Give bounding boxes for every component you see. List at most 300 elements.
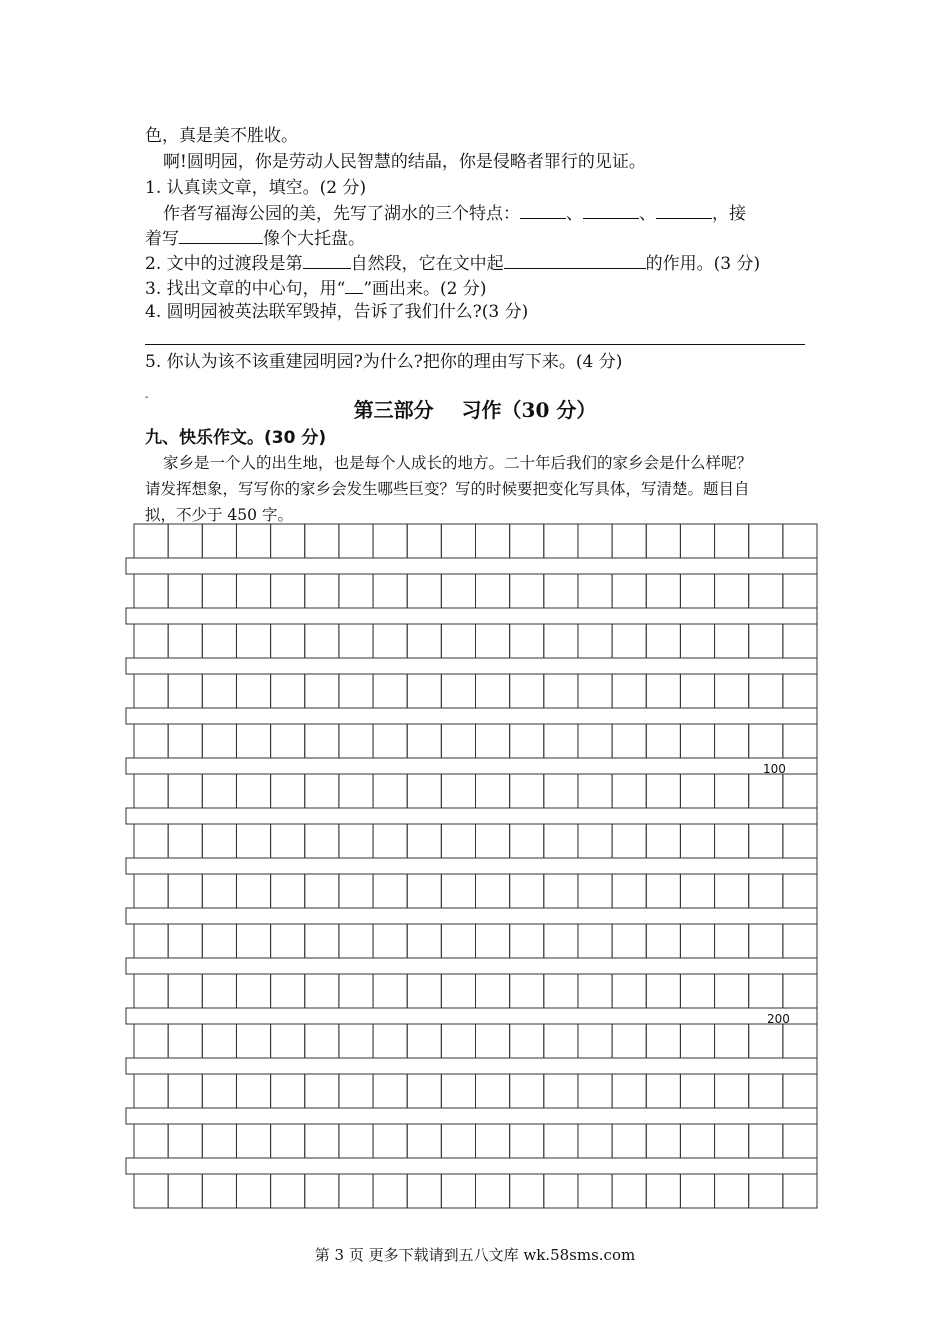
grid-cell[interactable] (749, 774, 783, 808)
grid-cell[interactable] (646, 1024, 680, 1058)
grid-cell[interactable] (783, 524, 817, 558)
grid-cell[interactable] (544, 1124, 578, 1158)
grid-cell[interactable] (715, 774, 749, 808)
grid-cell[interactable] (339, 1024, 373, 1058)
grid-cell[interactable] (202, 1124, 236, 1158)
grid-cell[interactable] (544, 674, 578, 708)
grid-cell[interactable] (680, 774, 714, 808)
grid-cell[interactable] (236, 1124, 270, 1158)
grid-cell[interactable] (612, 624, 646, 658)
grid-cell[interactable] (339, 1074, 373, 1108)
grid-row-gap (126, 1058, 817, 1074)
grid-cell[interactable] (510, 524, 544, 558)
grid-cell[interactable] (339, 774, 373, 808)
grid-cell[interactable] (134, 774, 168, 808)
grid-cell[interactable] (202, 874, 236, 908)
grid-cell[interactable] (476, 874, 510, 908)
grid-cell[interactable] (783, 1124, 817, 1158)
grid-cell[interactable] (680, 724, 714, 758)
grid-cell[interactable] (168, 1124, 202, 1158)
grid-cell[interactable] (578, 1074, 612, 1108)
grid-cell[interactable] (339, 874, 373, 908)
question-3-text-b: ”画出来。(2 分) (363, 279, 487, 299)
question-1-text-c: 像个大托盘。 (263, 229, 365, 249)
grid-cell[interactable] (373, 524, 407, 558)
grid-cell[interactable] (612, 774, 646, 808)
grid-cell[interactable] (271, 1174, 305, 1208)
grid-cell[interactable] (134, 624, 168, 658)
grid-cell[interactable] (646, 574, 680, 608)
grid-cell[interactable] (373, 924, 407, 958)
grid-cell[interactable] (578, 524, 612, 558)
grid-cell[interactable] (578, 1024, 612, 1058)
grid-cell[interactable] (749, 674, 783, 708)
grid-cell[interactable] (783, 924, 817, 958)
grid-cell[interactable] (715, 1124, 749, 1158)
grid-cell[interactable] (373, 1074, 407, 1108)
grid-cell[interactable] (510, 1024, 544, 1058)
grid-cell[interactable] (441, 674, 475, 708)
grid-cell[interactable] (236, 1174, 270, 1208)
grid-cell[interactable] (510, 924, 544, 958)
grid-cell[interactable] (476, 674, 510, 708)
grid-cell[interactable] (305, 1024, 339, 1058)
grid-cell[interactable] (715, 824, 749, 858)
grid-cell[interactable] (783, 724, 817, 758)
grid-cell[interactable] (339, 924, 373, 958)
grid-cell[interactable] (407, 1124, 441, 1158)
grid-cell[interactable] (339, 624, 373, 658)
grid-cell[interactable] (749, 574, 783, 608)
grid-cell[interactable] (476, 1174, 510, 1208)
grid-cell[interactable] (612, 874, 646, 908)
grid-cell[interactable] (578, 1174, 612, 1208)
grid-cell[interactable] (271, 1024, 305, 1058)
grid-cell[interactable] (646, 1174, 680, 1208)
grid-cell[interactable] (168, 1024, 202, 1058)
grid-cell[interactable] (202, 924, 236, 958)
grid-cell[interactable] (271, 574, 305, 608)
grid-cell[interactable] (271, 924, 305, 958)
grid-cell[interactable] (271, 874, 305, 908)
grid-cell[interactable] (510, 574, 544, 608)
grid-cell[interactable] (202, 1174, 236, 1208)
grid-cell[interactable] (305, 524, 339, 558)
grid-cell[interactable] (339, 524, 373, 558)
grid-cell[interactable] (612, 524, 646, 558)
grid-cell[interactable] (510, 1174, 544, 1208)
grid-row-gap (126, 758, 817, 774)
grid-cell[interactable] (441, 1174, 475, 1208)
grid-cell[interactable] (305, 824, 339, 858)
grid-cell[interactable] (202, 824, 236, 858)
grid-cell[interactable] (236, 574, 270, 608)
grid-cell[interactable] (715, 1174, 749, 1208)
grid-cell[interactable] (749, 1174, 783, 1208)
grid-cell[interactable] (680, 974, 714, 1008)
grid-cell[interactable] (407, 1174, 441, 1208)
grid-cell[interactable] (441, 1074, 475, 1108)
grid-cell[interactable] (441, 574, 475, 608)
grid-cell[interactable] (271, 1124, 305, 1158)
grid-cell[interactable] (134, 974, 168, 1008)
grid-cell[interactable] (134, 1174, 168, 1208)
grid-cell[interactable] (544, 1174, 578, 1208)
grid-cell[interactable] (202, 974, 236, 1008)
grid-cell[interactable] (168, 874, 202, 908)
grid-cell[interactable] (168, 924, 202, 958)
grid-cell[interactable] (544, 574, 578, 608)
grid-cell[interactable] (646, 974, 680, 1008)
grid-cell[interactable] (236, 524, 270, 558)
grid-cell[interactable] (749, 924, 783, 958)
grid-cell[interactable] (305, 574, 339, 608)
grid-cell[interactable] (236, 674, 270, 708)
passage-line-2: 啊!圆明园，你是劳动人民智慧的结晶，你是侵略者罪行的见证。 (163, 152, 646, 172)
grid-cell[interactable] (134, 724, 168, 758)
grid-cell[interactable] (715, 924, 749, 958)
grid-cell[interactable] (680, 1124, 714, 1158)
separator: 、 (566, 204, 583, 224)
grid-cell[interactable] (407, 924, 441, 958)
grid-cell[interactable] (749, 874, 783, 908)
grid-cell[interactable] (373, 874, 407, 908)
grid-cell[interactable] (476, 724, 510, 758)
grid-cell[interactable] (407, 774, 441, 808)
grid-cell[interactable] (305, 874, 339, 908)
grid-cell[interactable] (271, 1074, 305, 1108)
grid-cell[interactable] (646, 1124, 680, 1158)
grid-cell[interactable] (236, 774, 270, 808)
grid-cell[interactable] (783, 1024, 817, 1058)
grid-cell[interactable] (544, 524, 578, 558)
grid-cell[interactable] (441, 774, 475, 808)
grid-cell[interactable] (441, 1124, 475, 1158)
grid-cell[interactable] (578, 774, 612, 808)
grid-cell[interactable] (373, 1024, 407, 1058)
grid-cell[interactable] (407, 1024, 441, 1058)
grid-cell[interactable] (134, 924, 168, 958)
grid-cell[interactable] (441, 874, 475, 908)
grid-cell[interactable] (236, 1074, 270, 1108)
grid-cell[interactable] (646, 674, 680, 708)
grid-cell[interactable] (749, 724, 783, 758)
grid-cell[interactable] (646, 874, 680, 908)
grid-cell[interactable] (407, 724, 441, 758)
grid-cell[interactable] (578, 574, 612, 608)
grid-row-gap (126, 658, 817, 674)
grid-cell[interactable] (407, 674, 441, 708)
grid-cell[interactable] (783, 774, 817, 808)
grid-cell[interactable] (236, 1024, 270, 1058)
grid-cell[interactable] (715, 974, 749, 1008)
grid-cell[interactable] (680, 674, 714, 708)
grid-cell[interactable] (441, 974, 475, 1008)
grid-cell[interactable] (168, 774, 202, 808)
grid-cell[interactable] (510, 774, 544, 808)
grid-cell[interactable] (134, 574, 168, 608)
grid-cell[interactable] (407, 574, 441, 608)
grid-cell[interactable] (715, 874, 749, 908)
grid-cell[interactable] (612, 1124, 646, 1158)
grid-cell[interactable] (168, 724, 202, 758)
grid-cell[interactable] (202, 724, 236, 758)
grid-cell[interactable] (339, 974, 373, 1008)
grid-cell[interactable] (271, 674, 305, 708)
grid-cell[interactable] (202, 1074, 236, 1108)
grid-cell[interactable] (646, 824, 680, 858)
grid-cell[interactable] (271, 824, 305, 858)
grid-cell[interactable] (612, 824, 646, 858)
grid-cell[interactable] (168, 1174, 202, 1208)
grid-cell[interactable] (236, 974, 270, 1008)
grid-cell[interactable] (305, 974, 339, 1008)
grid-cell[interactable] (783, 1074, 817, 1108)
grid-cell[interactable] (510, 1074, 544, 1108)
grid-cell[interactable] (373, 724, 407, 758)
word-count-marker: 100 (763, 762, 786, 776)
separator: 、 (639, 204, 656, 224)
grid-cell[interactable] (680, 1174, 714, 1208)
grid-cell[interactable] (476, 824, 510, 858)
grid-cell[interactable] (271, 524, 305, 558)
grid-cell[interactable] (578, 874, 612, 908)
grid-cell[interactable] (578, 974, 612, 1008)
grid-cell[interactable] (441, 1024, 475, 1058)
grid-cell[interactable] (339, 574, 373, 608)
grid-cell[interactable] (749, 524, 783, 558)
grid-cell[interactable] (168, 624, 202, 658)
grid-cell[interactable] (680, 1074, 714, 1108)
grid-cell[interactable] (510, 974, 544, 1008)
grid-cell[interactable] (134, 874, 168, 908)
grid-cell[interactable] (646, 724, 680, 758)
grid-cell[interactable] (339, 1174, 373, 1208)
grid-cell[interactable] (476, 574, 510, 608)
grid-cell[interactable] (749, 974, 783, 1008)
grid-cell[interactable] (544, 774, 578, 808)
grid-cell[interactable] (271, 624, 305, 658)
grid-cell[interactable] (476, 974, 510, 1008)
grid-cell[interactable] (749, 624, 783, 658)
grid-cell[interactable] (305, 1074, 339, 1108)
grid-cell[interactable] (305, 774, 339, 808)
grid-cell[interactable] (476, 924, 510, 958)
grid-cell[interactable] (476, 624, 510, 658)
question-2-text-c: 的作用。(3 分) (645, 254, 761, 274)
grid-cell[interactable] (236, 924, 270, 958)
grid-cell[interactable] (578, 624, 612, 658)
grid-cell[interactable] (715, 624, 749, 658)
question-2-text-b: 自然段，它在文中起 (350, 254, 504, 274)
grid-cell[interactable] (783, 874, 817, 908)
grid-cell[interactable] (373, 574, 407, 608)
passage-line-1: 色，真是美不胜收。 (145, 126, 298, 146)
grid-cell[interactable] (544, 974, 578, 1008)
grid-cell[interactable] (544, 1024, 578, 1058)
page-footer: 第 3 页 更多下载请到五八文库 wk.58sms.com (314, 1246, 636, 1264)
grid-cell[interactable] (510, 1124, 544, 1158)
grid-cell[interactable] (236, 824, 270, 858)
grid-cell[interactable] (715, 674, 749, 708)
grid-cell[interactable] (168, 574, 202, 608)
grid-cell[interactable] (510, 674, 544, 708)
grid-cell[interactable] (680, 824, 714, 858)
grid-cell[interactable] (202, 774, 236, 808)
grid-cell[interactable] (612, 674, 646, 708)
grid-cell[interactable] (680, 874, 714, 908)
grid-cell[interactable] (680, 1024, 714, 1058)
grid-cell[interactable] (441, 724, 475, 758)
grid-cell[interactable] (612, 924, 646, 958)
grid-cell[interactable] (646, 924, 680, 958)
grid-cell[interactable] (476, 1074, 510, 1108)
prompt-line: 请发挥想象，写写你的家乡会发生哪些巨变？写的时候要把变化写具体，写清楚。题目自 (145, 480, 750, 498)
grid-cell[interactable] (305, 724, 339, 758)
grid-cell[interactable] (305, 1124, 339, 1158)
grid-cell[interactable] (749, 1124, 783, 1158)
grid-cell[interactable] (544, 724, 578, 758)
grid-cell[interactable] (339, 724, 373, 758)
grid-cell[interactable] (305, 1174, 339, 1208)
grid-cell[interactable] (680, 924, 714, 958)
grid-cell[interactable] (783, 974, 817, 1008)
grid-cell[interactable] (612, 1174, 646, 1208)
grid-cell[interactable] (646, 524, 680, 558)
grid-cell[interactable] (578, 824, 612, 858)
grid-cell[interactable] (510, 874, 544, 908)
grid-cell[interactable] (612, 574, 646, 608)
grid-cell[interactable] (407, 974, 441, 1008)
grid-cell[interactable] (134, 524, 168, 558)
grid-cell[interactable] (680, 574, 714, 608)
grid-cell[interactable] (373, 1174, 407, 1208)
grid-cell[interactable] (749, 1024, 783, 1058)
grid-cell[interactable] (544, 1074, 578, 1108)
grid-cell[interactable] (544, 874, 578, 908)
grid-cell[interactable] (134, 1124, 168, 1158)
grid-cell[interactable] (476, 1124, 510, 1158)
grid-cell[interactable] (168, 674, 202, 708)
grid-cell[interactable] (168, 524, 202, 558)
grid-cell[interactable] (749, 1074, 783, 1108)
grid-cell[interactable] (578, 674, 612, 708)
grid-cell[interactable] (578, 924, 612, 958)
grid-cell[interactable] (168, 1074, 202, 1108)
grid-cell[interactable] (715, 1024, 749, 1058)
grid-cell[interactable] (783, 674, 817, 708)
question-5: 5. 你认为该不该重建园明园?为什么?把你的理由写下来。(4 分) (145, 352, 623, 372)
grid-cell[interactable] (510, 724, 544, 758)
grid-cell[interactable] (510, 624, 544, 658)
grid-cell[interactable] (407, 824, 441, 858)
grid-cell[interactable] (236, 874, 270, 908)
grid-cell[interactable] (612, 974, 646, 1008)
grid-cell[interactable] (783, 624, 817, 658)
grid-cell[interactable] (510, 824, 544, 858)
grid-cell[interactable] (578, 1124, 612, 1158)
grid-cell[interactable] (646, 624, 680, 658)
grid-cell[interactable] (646, 774, 680, 808)
grid-cell[interactable] (305, 674, 339, 708)
grid-cell[interactable] (680, 524, 714, 558)
grid-cell[interactable] (271, 724, 305, 758)
grid-cell[interactable] (612, 1024, 646, 1058)
grid-cell[interactable] (715, 574, 749, 608)
question-2-text-a: 2. 文中的过渡段是第 (145, 254, 303, 274)
grid-cell[interactable] (134, 1024, 168, 1058)
grid-cell[interactable] (544, 924, 578, 958)
grid-cell[interactable] (373, 974, 407, 1008)
grid-cell[interactable] (236, 724, 270, 758)
grid-cell[interactable] (271, 774, 305, 808)
grid-cell[interactable] (783, 574, 817, 608)
question-1-label: 1. 认真读文章，填空。(2 分) (145, 178, 367, 198)
grid-cell[interactable] (715, 724, 749, 758)
grid-cell[interactable] (168, 974, 202, 1008)
grid-cell[interactable] (578, 724, 612, 758)
grid-cell[interactable] (783, 1174, 817, 1208)
stray-mark: - (145, 392, 149, 403)
grid-cell[interactable] (373, 774, 407, 808)
grid-cell[interactable] (202, 1024, 236, 1058)
grid-cell[interactable] (373, 824, 407, 858)
grid-cell[interactable] (202, 624, 236, 658)
grid-cell[interactable] (373, 1124, 407, 1158)
grid-row-gap (126, 858, 817, 874)
grid-cell[interactable] (441, 924, 475, 958)
grid-cell[interactable] (407, 1074, 441, 1108)
grid-cell[interactable] (168, 824, 202, 858)
grid-cell[interactable] (202, 524, 236, 558)
grid-cell[interactable] (544, 824, 578, 858)
grid-cell[interactable] (305, 624, 339, 658)
grid-cell[interactable] (476, 524, 510, 558)
grid-cell[interactable] (680, 624, 714, 658)
grid-cell[interactable] (441, 824, 475, 858)
grid-cell[interactable] (236, 624, 270, 658)
prompt-line: 拟，不少于 450 字。 (145, 506, 293, 524)
grid-cell[interactable] (441, 524, 475, 558)
grid-cell[interactable] (339, 1124, 373, 1158)
grid-cell[interactable] (134, 674, 168, 708)
grid-cell[interactable] (646, 1074, 680, 1108)
grid-cell[interactable] (441, 624, 475, 658)
grid-cell[interactable] (612, 1074, 646, 1108)
grid-cell[interactable] (544, 624, 578, 658)
grid-cell[interactable] (202, 674, 236, 708)
grid-cell[interactable] (407, 874, 441, 908)
grid-cell[interactable] (407, 624, 441, 658)
grid-cell[interactable] (373, 624, 407, 658)
grid-cell[interactable] (715, 524, 749, 558)
grid-cell[interactable] (271, 974, 305, 1008)
grid-cell[interactable] (339, 674, 373, 708)
grid-cell[interactable] (134, 824, 168, 858)
grid-cell[interactable] (305, 924, 339, 958)
grid-cell[interactable] (612, 724, 646, 758)
grid-cell[interactable] (783, 824, 817, 858)
grid-cell[interactable] (749, 824, 783, 858)
grid-cell[interactable] (202, 574, 236, 608)
grid-cell[interactable] (476, 1024, 510, 1058)
grid-cell[interactable] (407, 524, 441, 558)
grid-cell[interactable] (476, 774, 510, 808)
grid-cell[interactable] (373, 674, 407, 708)
grid-cell[interactable] (134, 1074, 168, 1108)
grid-cell[interactable] (715, 1074, 749, 1108)
grid-cell[interactable] (339, 824, 373, 858)
